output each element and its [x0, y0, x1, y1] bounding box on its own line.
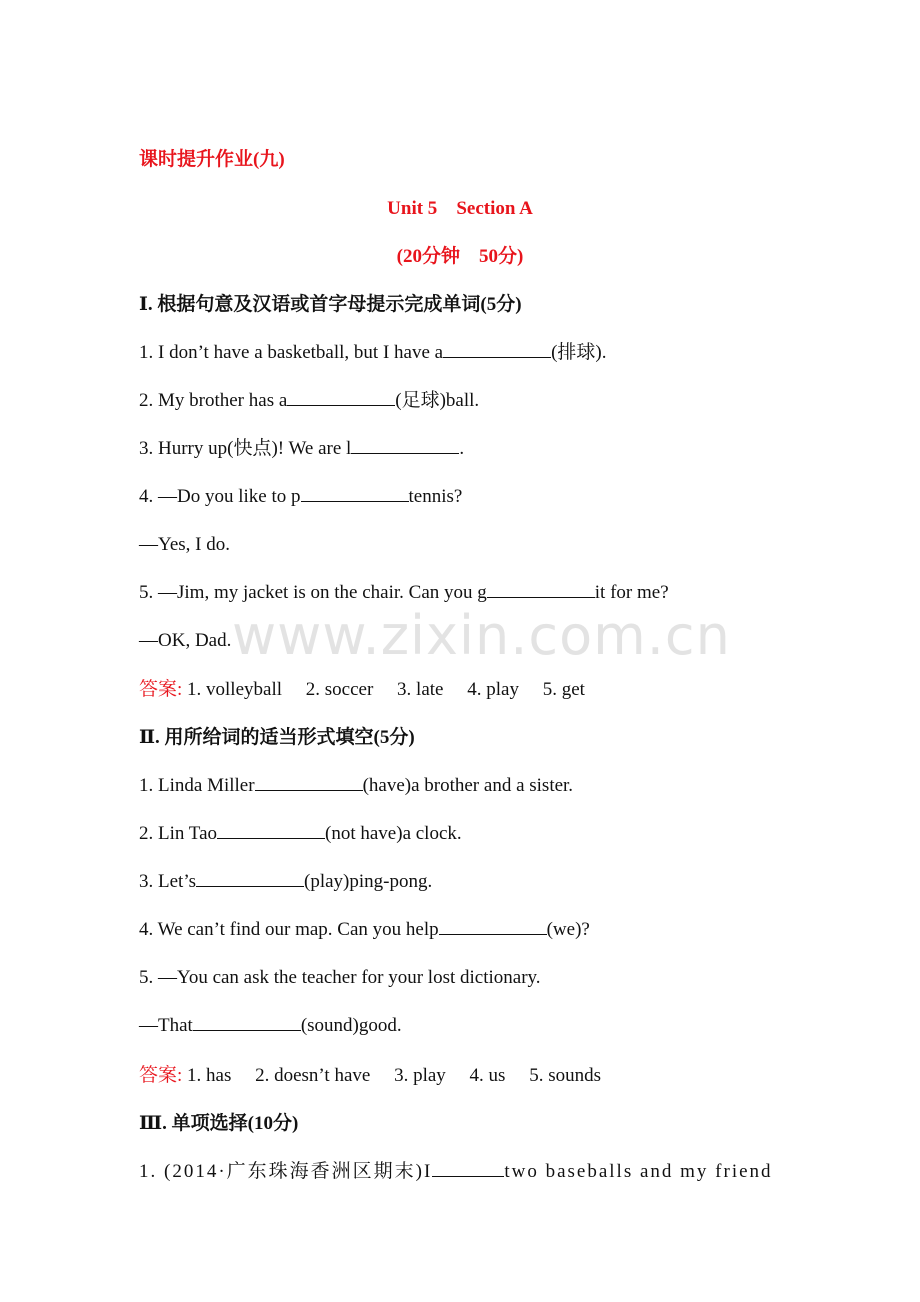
answer-item: 2. soccer: [305, 679, 374, 700]
answer-blank[interactable]: [443, 341, 551, 358]
question-text: 3. Let’s: [139, 871, 196, 892]
answer-item: 1. has: [187, 1065, 232, 1086]
part2-answers: [139, 1064, 601, 1088]
part1-question-2: [139, 389, 479, 413]
answer-item: 5. get: [542, 679, 585, 700]
answer-blank[interactable]: [439, 918, 547, 935]
question-text: 2. Lin Tao: [139, 823, 218, 844]
part1-question-4-reply: —Yes, I do.: [139, 534, 230, 555]
answer-item: 5. sounds: [529, 1065, 601, 1086]
part2-question-3: [139, 870, 432, 894]
question-text: 1. I don’t have a basketball, but I have a: [139, 342, 444, 363]
answer-label: 答案:: [139, 1065, 183, 1086]
question-hint: (have)a brother and a sister.: [362, 775, 574, 796]
answer-item: 4. us: [469, 1065, 506, 1086]
question-text: 1. (2014·广东珠海香洲区期末)I: [139, 1161, 433, 1182]
answer-blank[interactable]: [487, 581, 595, 598]
question-hint: (排球).: [551, 342, 607, 363]
question-hint: (we)?: [546, 919, 590, 940]
watermark: www.zixin.com.cn: [232, 604, 731, 667]
answer-item: 3. late: [397, 679, 444, 700]
part1-question-5: [139, 581, 669, 605]
part3-question-1: [139, 1160, 773, 1184]
homework-title: 课时提升作业(九): [139, 149, 285, 170]
question-text: 2. My brother has a: [139, 390, 288, 411]
question-hint: .: [459, 438, 465, 459]
answer-label: 答案:: [139, 679, 183, 700]
question-text: 5. —Jim, my jacket is on the chair. Can you g: [139, 582, 487, 603]
answer-item: 2. doesn’t have: [255, 1065, 371, 1086]
question-hint: tennis?: [408, 486, 463, 507]
answer-blank[interactable]: [255, 774, 363, 791]
part2-question-5: 5. —You can ask the teacher for your lost dictionary.: [139, 967, 541, 988]
answer-blank[interactable]: [193, 1014, 301, 1031]
part2-question-5-reply: [139, 1014, 402, 1038]
question-hint: (play)ping-pong.: [304, 871, 433, 892]
question-text: 4. —Do you like to p: [139, 486, 301, 507]
question-text: —That: [139, 1015, 193, 1036]
answer-blank[interactable]: [287, 389, 395, 406]
part1-answers: [139, 678, 585, 702]
part1-question-1: [139, 341, 606, 365]
part3-heading: Ⅲ. 单项选择(10分): [139, 1113, 299, 1134]
answer-item: 3. play: [394, 1065, 446, 1086]
part1-question-3: [139, 437, 464, 461]
unit-section-title: [0, 197, 920, 221]
answer-blank[interactable]: [217, 822, 325, 839]
question-text: 1. Linda Miller: [139, 775, 255, 796]
answer-blank[interactable]: [432, 1160, 504, 1177]
part2-heading: Ⅱ. 用所给词的适当形式填空(5分): [139, 727, 415, 748]
time-label: (20分钟: [396, 246, 460, 267]
question-hint: (not have)a clock.: [325, 823, 462, 844]
answer-item: 4. play: [467, 679, 519, 700]
part1-question-5-reply: —OK, Dad.: [139, 630, 232, 651]
question-hint: (足球)ball.: [395, 390, 480, 411]
answer-item: 1. volleyball: [187, 679, 283, 700]
time-score: [0, 245, 920, 269]
section-label: Section A: [456, 198, 533, 219]
unit-label: Unit 5: [387, 198, 438, 219]
question-hint: (sound)good.: [300, 1015, 402, 1036]
score-label: 50分): [479, 246, 524, 267]
part1-heading: Ⅰ. 根据句意及汉语或首字母提示完成单词(5分): [139, 294, 522, 315]
part2-question-1: [139, 774, 573, 798]
part2-question-2: [139, 822, 462, 846]
question-text: 4. We can’t find our map. Can you help: [139, 919, 439, 940]
answer-blank[interactable]: [351, 437, 459, 454]
answer-blank[interactable]: [196, 870, 304, 887]
part2-question-4: [139, 918, 590, 942]
answer-blank[interactable]: [301, 485, 409, 502]
part1-question-4: [139, 485, 462, 509]
question-text: 3. Hurry up(快点)! We are l: [139, 438, 352, 459]
question-hint: two baseballs and my friend: [504, 1161, 773, 1182]
question-hint: it for me?: [594, 582, 669, 603]
